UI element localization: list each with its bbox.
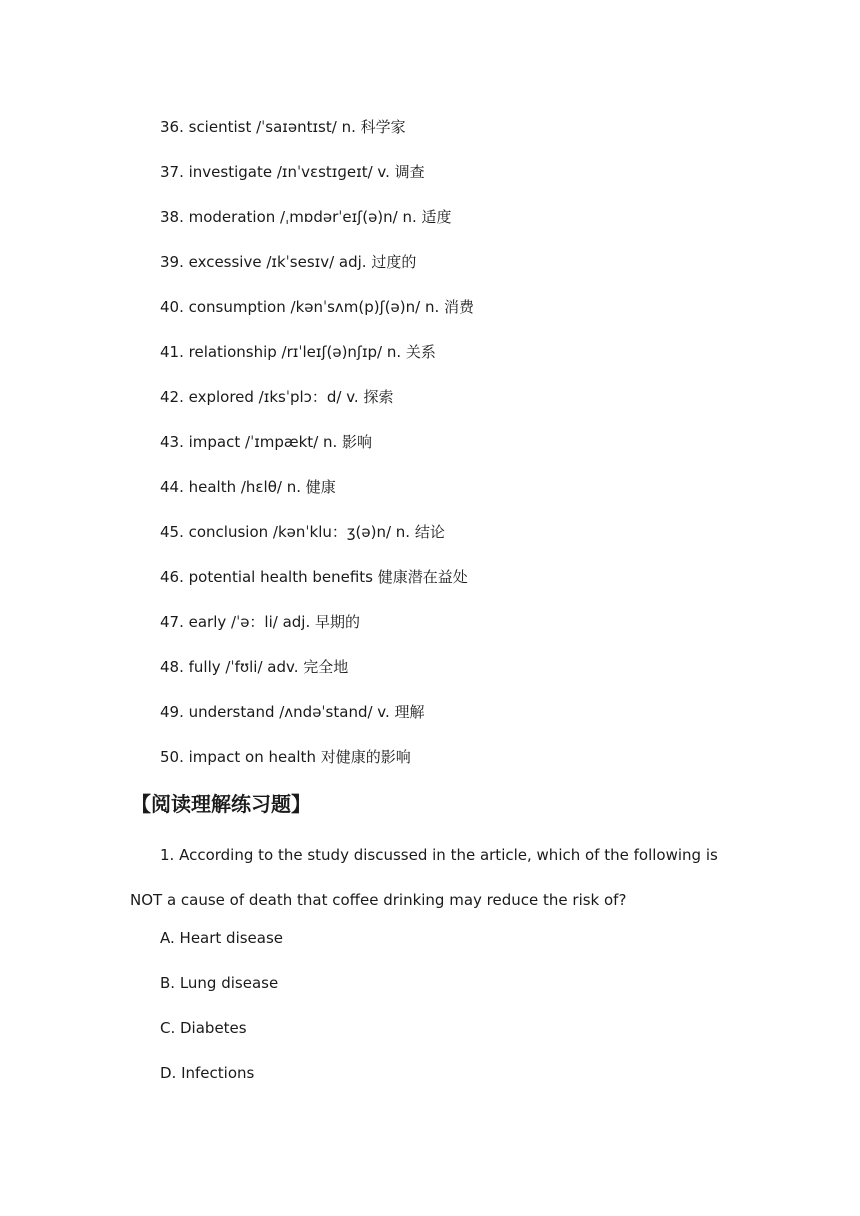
vocab-item-42: 42. explored /ɪksˈplɔ：d/ v. 探索 — [160, 388, 394, 406]
option-d: D. Infections — [160, 1064, 255, 1082]
vocab-item-38: 38. moderation /ˌmɒdərˈeɪʃ(ə)n/ n. 适度 — [160, 208, 452, 226]
vocab-item-44: 44. health /hɛlθ/ n. 健康 — [160, 478, 336, 496]
answer-options — [160, 923, 760, 1103]
vocab-item-49: 49. understand /ʌndəˈstand/ v. 理解 — [160, 703, 425, 721]
section-heading: 【阅读理解练习题】 — [131, 792, 311, 816]
vocab-item-50: 50. impact on health 对健康的影响 — [160, 748, 411, 766]
question-text: 1. According to the study discussed in the article, which of the following is NOT a cause of death that coffee drinking may reduce the risk of? — [130, 846, 718, 909]
question-stem — [130, 833, 740, 923]
vocab-item-45: 45. conclusion /kənˈklu：ʒ(ə)n/ n. 结论 — [160, 523, 445, 541]
vocab-item-39: 39. excessive /ɪkˈsesɪv/ adj. 过度的 — [160, 253, 417, 271]
option-a: A. Heart disease — [160, 929, 284, 947]
option-c: C. Diabetes — [160, 1019, 247, 1037]
vocab-item-43: 43. impact /ˈɪmpækt/ n. 影响 — [160, 433, 373, 451]
vocab-item-46: 46. potential health benefits 健康潜在益处 — [160, 568, 468, 586]
vocab-item-47: 47. early /ˈə：li/ adj. 早期的 — [160, 613, 361, 631]
option-b: B. Lung disease — [160, 974, 279, 992]
vocab-item-37: 37. investigate /ɪnˈvɛstɪɡeɪt/ v. 调查 — [160, 163, 425, 181]
vocab-item-48: 48. fully /ˈfʊli/ adv. 完全地 — [160, 658, 349, 676]
vocab-item-36: 36. scientist /ˈsaɪəntɪst/ n. 科学家 — [160, 118, 406, 136]
vocab-item-41: 41. relationship /rɪˈleɪʃ(ə)nʃɪp/ n. 关系 — [160, 343, 436, 361]
vocab-item-40: 40. consumption /kənˈsʌm(p)ʃ(ə)n/ n. 消费 — [160, 298, 474, 316]
vocabulary-list — [160, 112, 800, 787]
